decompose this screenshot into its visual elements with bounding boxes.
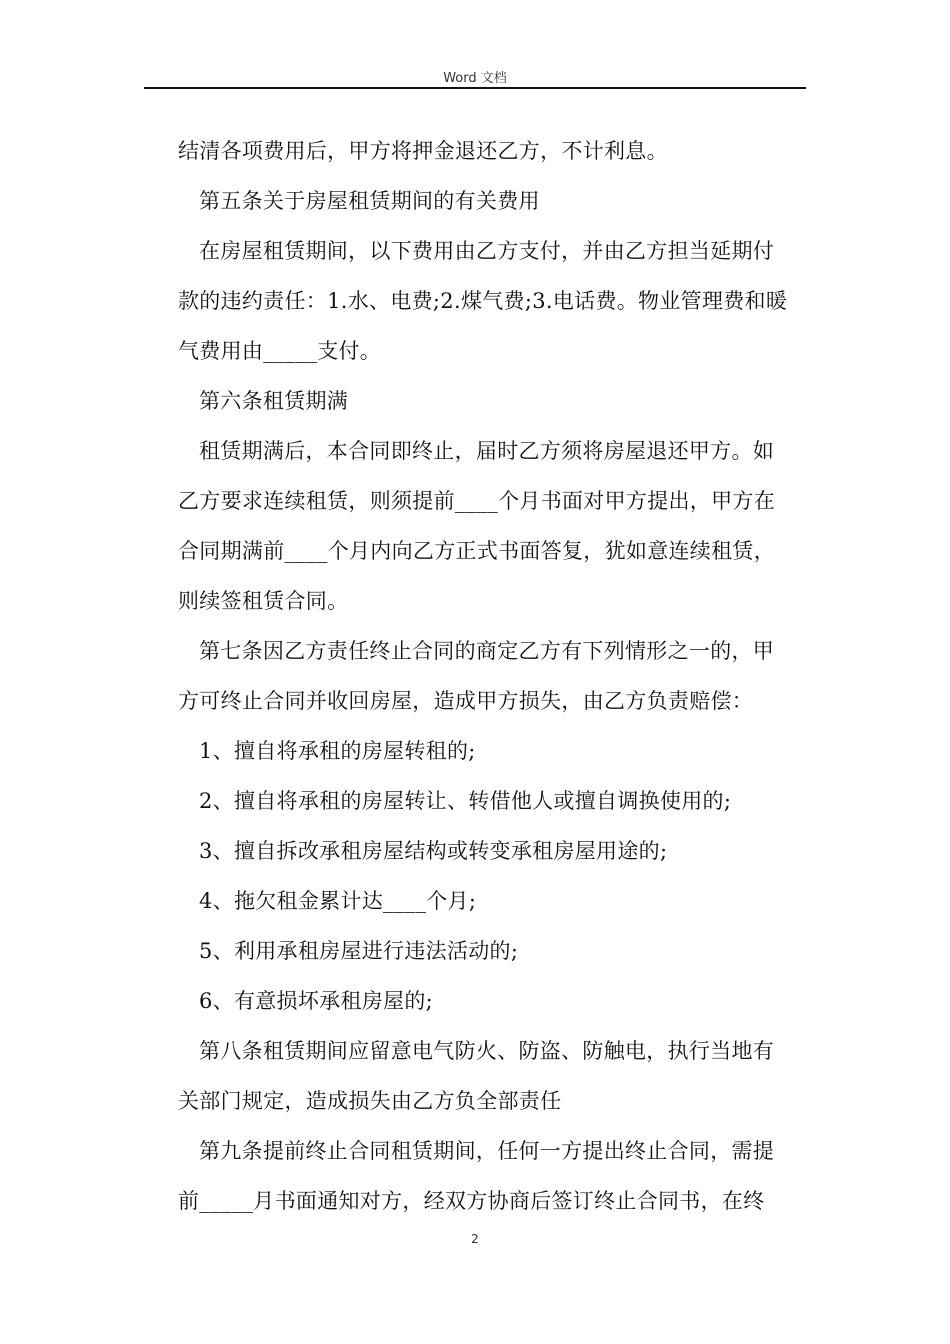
body-line-2: 第五条关于房屋租赁期间的有关费用 (199, 189, 540, 213)
body-line-6: 第六条租赁期满 (199, 389, 349, 413)
body-line-9: 合同期满前____个月内向乙方正式书面答复，犹如意连续租赁， (178, 539, 775, 563)
body-line-21: 第九条提前终止合同租赁期间，任何一方提出终止合同，需提 (199, 1139, 775, 1163)
body-line-11: 第七条因乙方责任终止合同的商定乙方有下列情形之一的，甲 (199, 639, 775, 663)
body-line-7: 租赁期满后，本合同即终止，届时乙方须将房屋退还甲方。如 (199, 439, 775, 463)
body-line-17: 5、利用承租房屋进行违法活动的; (199, 939, 519, 963)
body-line-4: 款的违约责任：1.水、电费;2.煤气费;3.电话费。物业管理费和暖 (178, 289, 788, 313)
page-number: 2 (471, 1232, 479, 1246)
body-line-3: 在房屋租赁期间，以下费用由乙方支付，并由乙方担当延期付 (199, 239, 775, 263)
document-header-title: Word 文档 (443, 71, 507, 86)
body-line-1: 结清各项费用后，甲方将押金退还乙方，不计利息。 (178, 139, 668, 163)
body-line-5: 气费用由_____支付。 (178, 339, 382, 363)
body-line-12: 方可终止合同并收回房屋，造成甲方损失，由乙方负责赔偿： (178, 689, 754, 713)
body-line-22: 前_____月书面通知对方，经双方协商后签订终止合同书，在终 (178, 1189, 765, 1213)
body-line-14: 2、擅自将承租的房屋转让、转借他人或擅自调换使用的; (199, 789, 732, 813)
body-line-8: 乙方要求连续租赁，则须提前____个月书面对甲方提出，甲方在 (178, 489, 775, 513)
document-body (178, 126, 808, 1226)
header-divider (144, 87, 806, 89)
body-line-10: 则续签租赁合同。 (178, 589, 349, 613)
body-line-13: 1、擅自将承租的房屋转租的; (199, 739, 476, 763)
body-line-20: 关部门规定，造成损失由乙方负全部责任 (178, 1089, 562, 1113)
body-line-15: 3、擅自拆改承租房屋结构或转变承租房屋用途的; (199, 839, 668, 863)
body-line-19: 第八条租赁期间应留意电气防火、防盗、防触电，执行当地有 (199, 1039, 775, 1063)
body-line-18: 6、有意损坏承租房屋的; (199, 989, 434, 1013)
body-line-16: 4、拖欠租金累计达____个月; (199, 889, 477, 913)
